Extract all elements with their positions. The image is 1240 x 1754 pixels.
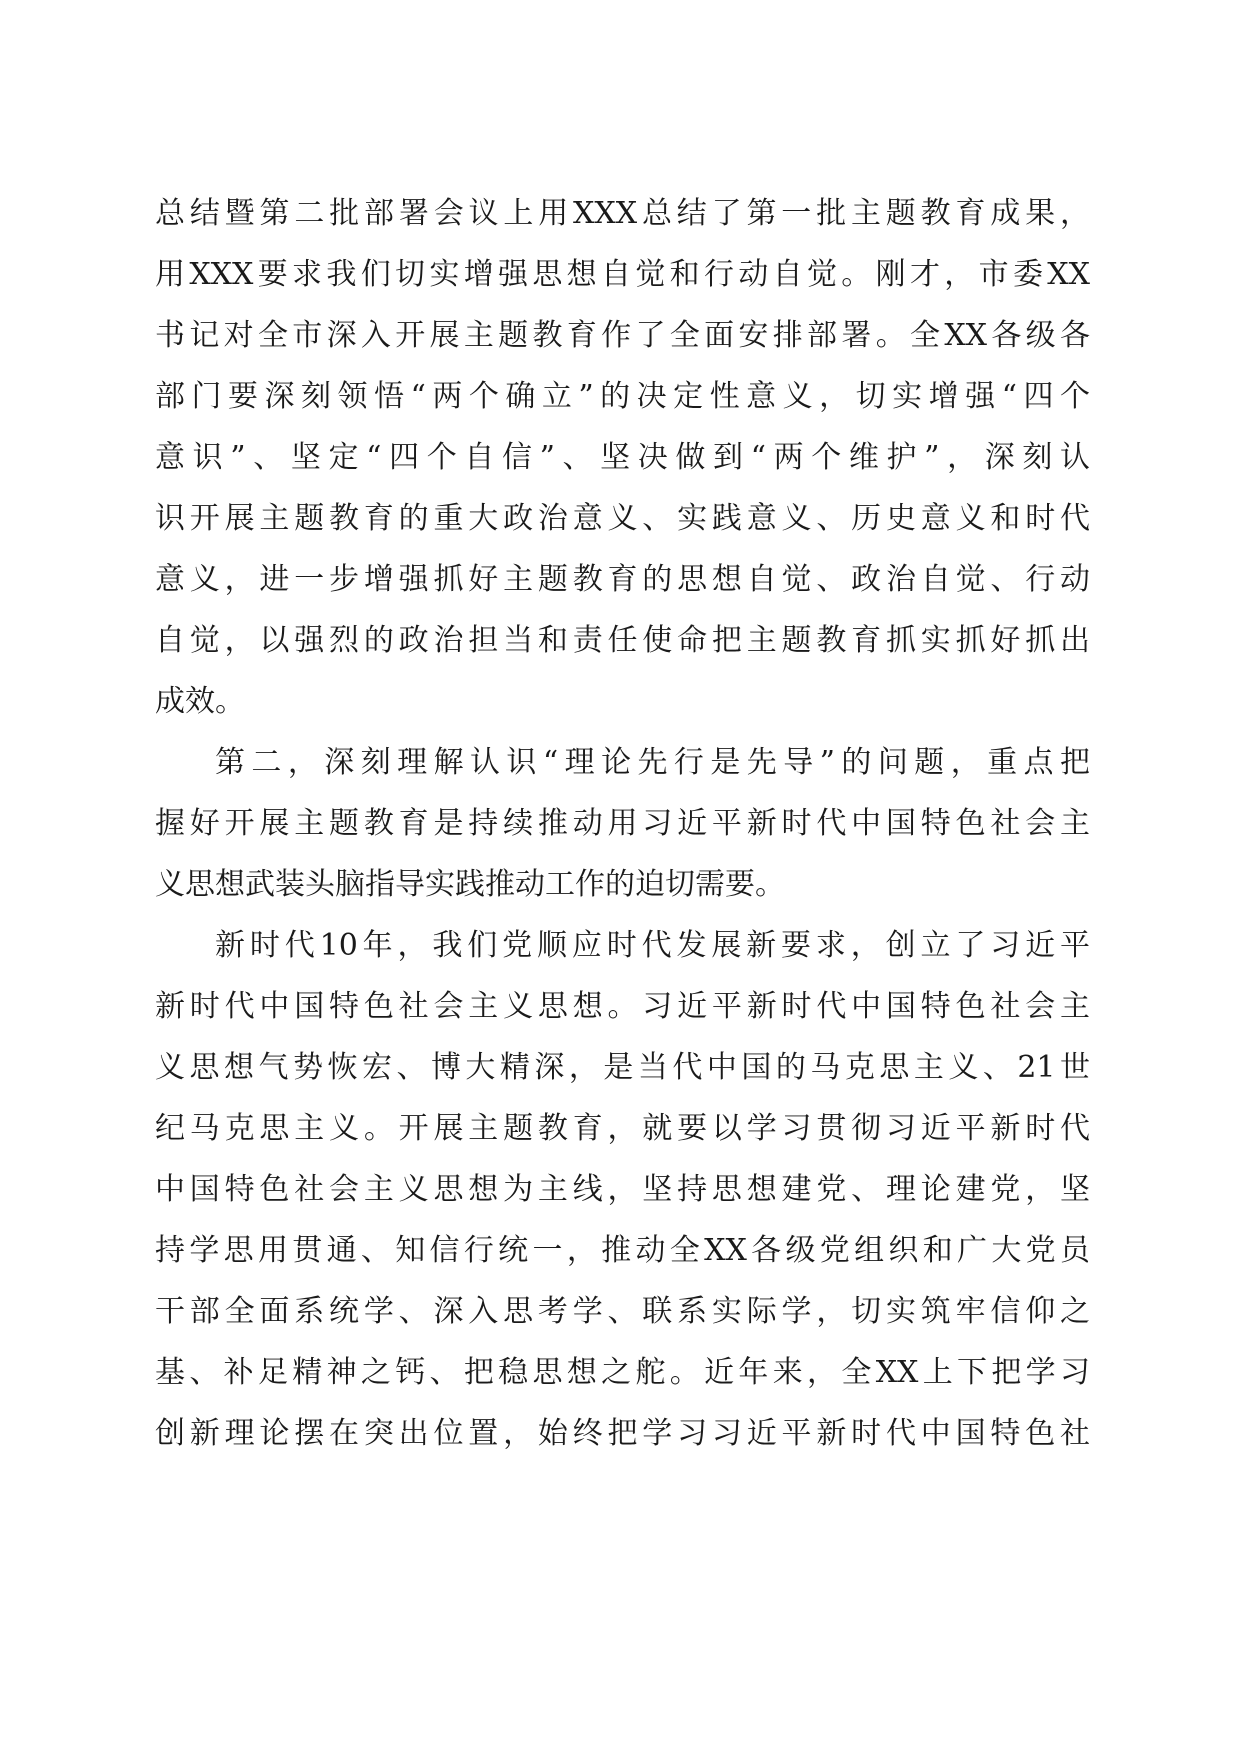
text-line: 书记对全市深入开展主题教育作了全面安排部署。全XX各级各: [155, 318, 1090, 353]
text-line: 纪马克思主义。开展主题教育，就要以学习贯彻习近平新时代: [155, 1111, 1090, 1146]
document-body: [155, 183, 1090, 1464]
text-line: 义思想气势恢宏、博大精深，是当代中国的马克思主义、21世: [155, 1050, 1090, 1085]
text-line: 创新理论摆在突出位置，始终把学习习近平新时代中国特色社: [155, 1416, 1090, 1451]
text-line: 持学思用贯通、知信行统一，推动全XX各级党组织和广大党员: [155, 1233, 1090, 1268]
text-line: 握好开展主题教育是持续推动用习近平新时代中国特色社会主: [155, 806, 1090, 841]
text-line: 新时代中国特色社会主义思想。习近平新时代中国特色社会主: [155, 989, 1090, 1024]
text-line: 干部全面系统学、深入思考学、联系实际学，切实筑牢信仰之: [155, 1294, 1090, 1329]
text-line: 意识”、坚定“四个自信”、坚决做到“两个维护”，深刻认: [155, 440, 1090, 475]
text-line: 部门要深刻领悟“两个确立”的决定性意义，切实增强“四个: [155, 379, 1090, 414]
text-line: 义思想武装头脑指导实践推动工作的迫切需要。: [155, 867, 785, 902]
text-line: 意义，进一步增强抓好主题教育的思想自觉、政治自觉、行动: [155, 562, 1090, 597]
paragraph-2: [155, 732, 1090, 915]
text-line: 自觉，以强烈的政治担当和责任使命把主题教育抓实抓好抓出: [155, 623, 1090, 658]
text-line: 成效。: [155, 684, 245, 719]
text-line: 中国特色社会主义思想为主线，坚持思想建党、理论建党，坚: [155, 1172, 1090, 1207]
text-line: 基、补足精神之钙、把稳思想之舵。近年来，全XX上下把学习: [155, 1355, 1090, 1390]
text-line: 第二，深刻理解认识“理论先行是先导”的问题，重点把: [215, 745, 1090, 780]
text-line: 总结暨第二批部署会议上用XXX总结了第一批主题教育成果，: [155, 196, 1090, 231]
text-line: 用XXX要求我们切实增强思想自觉和行动自觉。刚才，市委XX: [155, 257, 1090, 292]
paragraph-1: [155, 183, 1090, 732]
text-line: 新时代10年，我们党顺应时代发展新要求，创立了习近平: [215, 928, 1090, 963]
text-line: 识开展主题教育的重大政治意义、实践意义、历史意义和时代: [155, 501, 1090, 536]
paragraph-3: [155, 915, 1090, 1464]
